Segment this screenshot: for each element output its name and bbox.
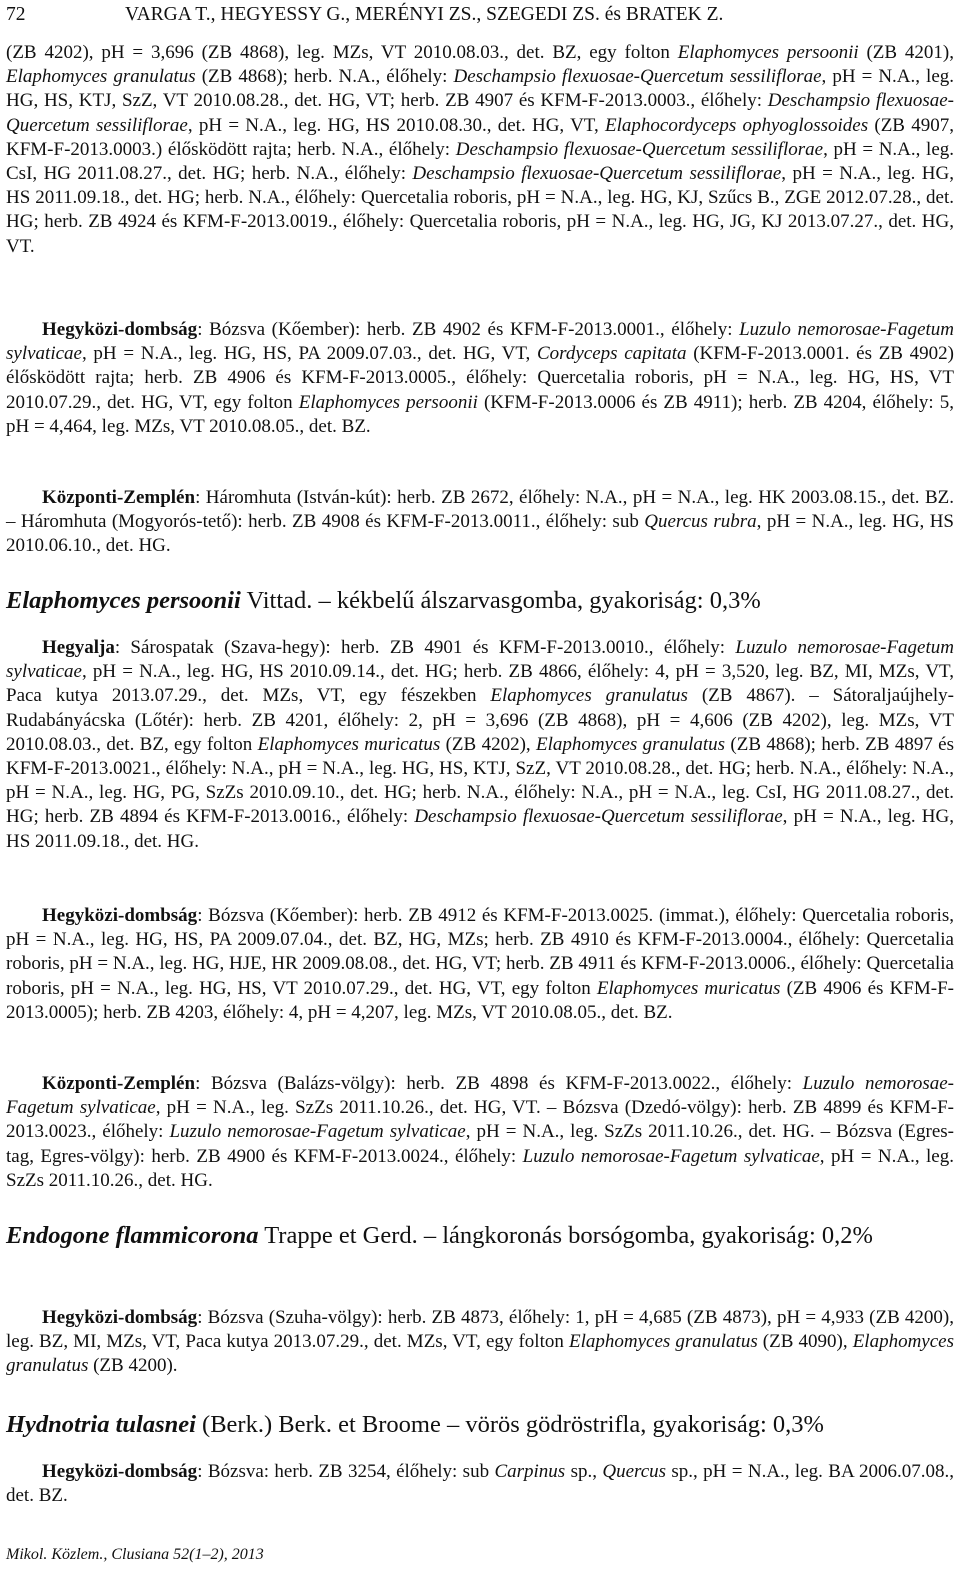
region-name: Hegyközi-dombság (42, 905, 198, 926)
record-paragraph-1: (ZB 4202), pH = 3,696 (ZB 4868), leg. MZs, VT 2010.08.03., det. BZ, egy folton Elaphomyces persoonii (ZB 4201), Elaphomyces granulatus (ZB 4868); herb. N.A., élőhely: Deschampsio flexuosae-Quercetum sessiliflorae, pH = N.A., leg. HG, HS, KTJ, SzZ, VT 2010.08.28., det. HG, VT; herb. ZB 4907 és KFM-F-2013.0003., élőhely: Deschampsio flexuosae-Quercetum sessiliflorae, pH = N.A., leg. HG, HS 2010.08.30., det. HG, VT, Elaphocordyceps ophyoglossoides (ZB 4907, KFM-F-2013.0003.) élősködött rajta; herb. N.A., élőhely: Deschampsio flexuosae-Quercetum sessiliflorae, pH = N.A., leg. CsI, HG 2011.08.27., det. HG; herb. N.A., élőhely: Deschampsio flexuosae-Quercetum sessiliflorae, pH = N.A., leg. HG, HS 2011.09.18., det. HG; herb. N.A., élőhely: Quercetalia roboris, pH = N.A., leg. HG, KJ, Szűcs B., ZGE 2012.07.28., det. HG; herb. ZB 4924 és KFM-F-2013.0019., élőhely: Quercetalia roboris, pH = N.A., leg. HG, JG, KJ 2013.07.27., det. HG, VT. (6, 42, 955, 257)
record-paragraph-7: Hegyközi-dombság: Bózsva (Szuha-völgy): herb. ZB 4873, élőhely: 1, pH = 4,685 (ZB 4873), pH = 4,933 (ZB 4200), leg. BZ, MI, MZs, VT, Paca kutya 2013.07.29., det. MZs, VT, egy folton Elaphomyces granulatus (ZB 4090), Elaphomyces granulatus (ZB 4200). (6, 1307, 954, 1377)
species-name: Endogone flammicorona (6, 1222, 259, 1249)
running-header (6, 2, 954, 28)
region-name: Hegyközi-dombság (42, 319, 198, 340)
region-name: Hegyalja (42, 637, 115, 658)
species-name: Hydnotria tulasnei (6, 1411, 196, 1438)
record-paragraph-3: Központi-Zemplén: Háromhuta (István-kút): herb. ZB 2672, élőhely: N.A., pH = N.A., leg. HK 2003.08.15., det. BZ. – Háromhuta (Mogyorós-tető): herb. ZB 4908 és KFM-F-2013.0011., élőhely: sub Quercus rubra, pH = N.A., leg. HG, HS 2010.06.10., det. HG. (6, 487, 955, 557)
species-name: Elaphomyces persoonii (6, 587, 241, 614)
region-name: Központi-Zemplén (42, 1073, 196, 1094)
species-heading: Elaphomyces persoonii Vittad. – kékbelű álszarvasgomba, gyakoriság: 0,3% (6, 587, 761, 614)
journal-citation-footer: Mikol. Közlem., Clusiana 52(1–2), 2013 (6, 1546, 264, 1563)
record-paragraph-8: Hegyközi-dombság: Bózsva: herb. ZB 3254, élőhely: sub Carpinus sp., Quercus sp., pH = N.A., leg. BA 2006.07.08., det. BZ. (6, 1461, 954, 1507)
species-heading: Endogone flammicorona Trappe et Gerd. – lángkoronás borsógomba, gyakoriság: 0,2% (6, 1222, 873, 1249)
record-paragraph-4: Hegyalja: Sárospatak (Szava-hegy): herb. ZB 4901 és KFM-F-2013.0010., élőhely: Luzulo nemorosae-Fagetum sylvaticae, pH = N.A., leg. HG, HS 2010.09.14., det. HG; herb. ZB 4866, élőhely: 4, pH = 3,520, leg. BZ, MI, MZs, VT, Paca kutya 2013.07.29., det. MZs, VT, egy fészekben Elaphomyces granulatus (ZB 4867). – Sátoraljaújhely-Rudabányácska (Lőtér): herb. ZB 4201, élőhely: 2, pH = 3,696 (ZB 4868), pH = 4,606 (ZB 4202), leg. MZs, VT 2010.08.03., det. BZ, egy folton Elaphomyces muricatus (ZB 4202), Elaphomyces granulatus (ZB 4868); herb. ZB 4897 és KFM-F-2013.0021., élőhely: N.A., pH = N.A., leg. HG, HS, KTJ, SzZ, VT 2010.08.28., det. HG; herb. N.A., élőhely: N.A., pH = N.A., leg. HG, PG, SzZs 2010.09.10., det. HG; herb. N.A., élőhely: N.A., pH = N.A., leg. CsI, HG 2011.08.27., det. HG; herb. ZB 4894 és KFM-F-2013.0016., élőhely: Deschampsio flexuosae-Quercetum sessiliflorae, pH = N.A., leg. HG, HS 2011.09.18., det. HG. (6, 637, 954, 852)
page-number: 72 (6, 4, 26, 25)
region-name: Központi-Zemplén (42, 487, 196, 508)
record-paragraph-2: Hegyközi-dombság: Bózsva (Kőember): herb. ZB 4902 és KFM-F-2013.0001., élőhely: Luzulo nemorosae-Fagetum sylvaticae, pH = N.A., leg. HG, HS, PA 2009.07.03., det. HG, VT, Cordyceps capitata (KFM-F-2013.0001. és ZB 4902) élősködött rajta; herb. ZB 4906 és KFM-F-2013.0005., élőhely: Quercetalia roboris, pH = N.A., leg. HG, HS, VT 2010.07.29., det. HG, VT, egy folton Elaphomyces persoonii (KFM-F-2013.0006 és ZB 4911); herb. ZB 4204, élőhely: 5, pH = 4,464, leg. MZs, VT 2010.08.05., det. BZ. (6, 319, 955, 437)
species-heading: Hydnotria tulasnei (Berk.) Berk. et Broome – vörös gödröstrifla, gyakoriság: 0,3% (6, 1411, 824, 1438)
running-header-authors: VARGA T., HEGYESSY G., MERÉNYI ZS., SZEGEDI ZS. és BRATEK Z. (125, 4, 724, 25)
region-name: Hegyközi-dombság (42, 1461, 198, 1482)
record-paragraph-5: Hegyközi-dombság: Bózsva (Kőember): herb. ZB 4912 és KFM-F-2013.0025. (immat.), élőhely: Quercetalia roboris, pH = N.A., leg. HG, HS, PA 2009.07.04., det. BZ, HG, MZs; herb. ZB 4910 és KFM-F-2013.0004., élőhely: Quercetalia roboris, pH = N.A., leg. HG, HJE, HR 2009.08.08., det. HG, VT; herb. ZB 4911 és KFM-F-2013.0006., élőhely: Quercetalia roboris, pH = N.A., leg. HG, HS, VT 2010.07.29., det. HG, VT, egy folton Elaphomyces muricatus (ZB 4906 és KFM-F-2013.0005); herb. ZB 4203, élőhely: 4, pH = 4,207, leg. MZs, VT 2010.08.05., det. BZ. (6, 905, 954, 1023)
record-paragraph-6: Központi-Zemplén: Bózsva (Balázs-völgy): herb. ZB 4898 és KFM-F-2013.0022., élőhely: Luzulo nemorosae-Fagetum sylvaticae, pH = N.A., leg. SzZs 2011.10.26., det. HG, VT. – Bózsva (Dzedó-völgy): herb. ZB 4899 és KFM-F-2013.0023., élőhely: Luzulo nemorosae-Fagetum sylvaticae, pH = N.A., leg. SzZs 2011.10.26., det. HG. – Bózsva (Egres-tag, Egres-völgy): herb. ZB 4900 és KFM-F-2013.0024., élőhely: Luzulo nemorosae-Fagetum sylvaticae, pH = N.A., leg. SzZs 2011.10.26., det. HG. (6, 1073, 955, 1191)
region-name: Hegyközi-dombság (42, 1307, 198, 1328)
